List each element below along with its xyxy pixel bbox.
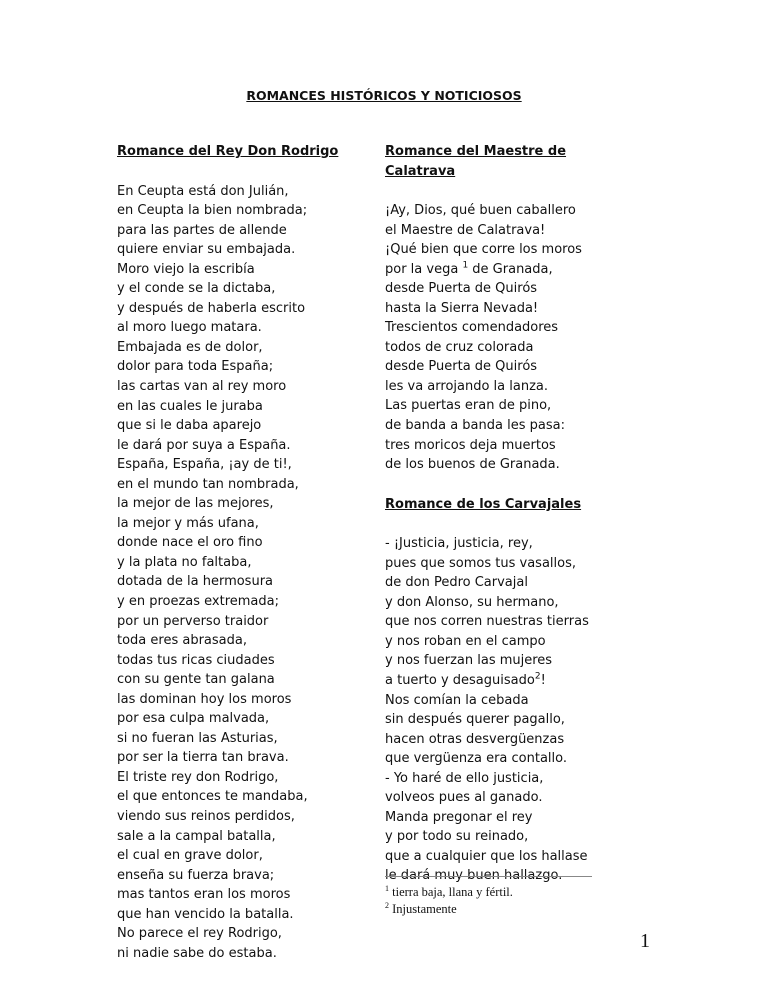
heading-line: Romance de los Carvajales bbox=[385, 496, 582, 512]
line-text: hasta la Sierra Nevada! bbox=[385, 300, 539, 316]
poem-line bbox=[385, 632, 635, 652]
poem-line bbox=[117, 787, 367, 807]
poem-heading bbox=[385, 142, 635, 181]
line-text: No parece el rey Rodrigo, bbox=[117, 926, 282, 942]
poem-line bbox=[117, 572, 367, 592]
line-text: y don Alonso, su hermano, bbox=[385, 594, 559, 610]
poem-line bbox=[385, 201, 635, 221]
line-text: viendo sus reinos perdidos, bbox=[117, 809, 295, 824]
line-text: ¡Qué bien que corre los moros bbox=[385, 242, 582, 258]
line-text: - ¡Justicia, justicia, rey, bbox=[385, 536, 533, 552]
poem-line bbox=[385, 769, 635, 789]
poem-line bbox=[385, 357, 635, 377]
line-text: le dará por suya a España. bbox=[117, 437, 291, 453]
line-text: le dará muy buen hallazgo. bbox=[385, 868, 563, 884]
line-text: El triste rey don Rodrigo, bbox=[117, 769, 279, 785]
poem-line bbox=[385, 534, 635, 554]
line-text: - Yo haré de ello justicia, bbox=[385, 770, 544, 786]
right-column bbox=[385, 142, 635, 886]
poem-line bbox=[117, 748, 367, 768]
line-text: al moro luego matara. bbox=[117, 320, 262, 336]
poem-line bbox=[385, 788, 635, 808]
poem-line bbox=[117, 357, 367, 377]
poem-line bbox=[385, 396, 635, 416]
line-text: dolor para toda España; bbox=[117, 359, 274, 375]
line-text: el que entonces te mandaba, bbox=[117, 789, 308, 805]
poem-line bbox=[117, 338, 367, 358]
poem-line bbox=[117, 260, 367, 280]
line-text: ¡Ay, Dios, qué buen caballero bbox=[385, 203, 576, 218]
poem-line bbox=[117, 670, 367, 690]
poem-line bbox=[385, 730, 635, 750]
line-text: con su gente tan galana bbox=[117, 672, 275, 688]
line-text: el cual en grave dolor, bbox=[117, 848, 263, 864]
poem-line bbox=[117, 729, 367, 749]
poem-line bbox=[117, 592, 367, 612]
poem-line bbox=[385, 749, 635, 769]
line-text: que han vencido la batalla. bbox=[117, 906, 294, 922]
line-text: y la plata no faltaba, bbox=[117, 554, 252, 570]
poem-line bbox=[385, 299, 635, 319]
footnote bbox=[385, 884, 513, 901]
poem-line bbox=[117, 612, 367, 632]
poem-heading bbox=[385, 495, 635, 515]
poem-line bbox=[117, 651, 367, 671]
line-text: En Ceupta está don Julián, bbox=[117, 183, 289, 199]
line-text: España, España, ¡ay de ti!, bbox=[117, 457, 292, 473]
poem-line bbox=[385, 847, 635, 867]
line-text: Nos comían la cebada bbox=[385, 692, 529, 708]
line-text: de don Pedro Carvajal bbox=[385, 575, 528, 591]
poem-line bbox=[117, 279, 367, 299]
line-text: en las cuales le juraba bbox=[117, 398, 263, 414]
line-text: las cartas van al rey moro bbox=[117, 378, 287, 394]
line-text: dotada de la hermosura bbox=[117, 574, 274, 590]
poem-line bbox=[117, 827, 367, 847]
poem-line bbox=[385, 808, 635, 828]
line-text: el Maestre de Calatrava! bbox=[385, 222, 546, 238]
poem-line bbox=[385, 279, 635, 299]
poem-line bbox=[385, 436, 635, 456]
line-text: y nos roban en el campo bbox=[385, 633, 546, 649]
poem-line bbox=[385, 593, 635, 613]
line-text: por ser la tierra tan brava. bbox=[117, 750, 289, 766]
poem-line bbox=[117, 221, 367, 241]
poem-line bbox=[117, 553, 367, 573]
poem-body bbox=[385, 534, 635, 886]
poem-line bbox=[117, 318, 367, 338]
line-text: por esa culpa malvada, bbox=[117, 711, 270, 727]
poem-line bbox=[117, 846, 367, 866]
poem-line bbox=[117, 299, 367, 319]
poem-line bbox=[385, 260, 635, 280]
line-text: las dominan hoy los moros bbox=[117, 691, 292, 707]
footnote bbox=[385, 901, 513, 918]
poem-line bbox=[385, 651, 635, 671]
line-text: que a cualquier que los hallase bbox=[385, 848, 588, 864]
poem-line bbox=[385, 710, 635, 730]
poem-line bbox=[117, 709, 367, 729]
line-text: todos de cruz colorada bbox=[385, 339, 534, 355]
line-text: para las partes de allende bbox=[117, 222, 287, 238]
line-text: mas tantos eran los moros bbox=[117, 887, 291, 903]
line-text: y en proezas extremada; bbox=[117, 593, 279, 609]
line-text: que si le daba aparejo bbox=[117, 418, 262, 434]
line-text: pues que somos tus vasallos, bbox=[385, 555, 576, 571]
poem-body bbox=[385, 201, 635, 475]
line-text: que nos corren nuestras tierras bbox=[385, 614, 589, 630]
poem-line bbox=[117, 690, 367, 710]
line-text: sale a la campal batalla, bbox=[117, 828, 276, 844]
line-text: ! bbox=[540, 672, 546, 688]
line-text: desde Puerta de Quirós bbox=[385, 359, 538, 375]
poem-line bbox=[117, 631, 367, 651]
line-text: en Ceupta la bien nombrada; bbox=[117, 203, 308, 219]
poem-line bbox=[385, 554, 635, 574]
poem-line bbox=[385, 573, 635, 593]
footnote-mark: 2 bbox=[385, 900, 389, 910]
line-text: y el conde se la dictaba, bbox=[117, 281, 276, 297]
line-text: de banda a banda les pasa: bbox=[385, 418, 565, 434]
heading-line: Calatrava bbox=[385, 163, 456, 179]
poem-line bbox=[117, 494, 367, 514]
poem-line bbox=[385, 612, 635, 632]
footnote-mark: 1 bbox=[385, 883, 389, 893]
poem-line bbox=[385, 377, 635, 397]
poem-line bbox=[117, 201, 367, 221]
line-text: Manda pregonar el rey bbox=[385, 809, 533, 825]
poem-body bbox=[117, 182, 367, 964]
poem-line bbox=[385, 827, 635, 847]
footnote-reference: 1 bbox=[462, 260, 469, 271]
spacer bbox=[385, 475, 635, 495]
line-text: por la vega bbox=[385, 261, 463, 277]
poem-line bbox=[117, 807, 367, 827]
poem-line bbox=[117, 944, 367, 964]
poem-line bbox=[117, 377, 367, 397]
poem-line bbox=[117, 533, 367, 553]
poem-line bbox=[385, 338, 635, 358]
poem-line bbox=[385, 221, 635, 241]
line-text: Trescientos comendadores bbox=[385, 320, 559, 336]
line-text: tres moricos deja muertos bbox=[385, 437, 556, 453]
line-text: a tuerto y desaguisado bbox=[385, 672, 535, 688]
line-text: y después de haberla escrito bbox=[117, 300, 306, 316]
poem-line bbox=[117, 768, 367, 788]
line-text: todas tus ricas ciudades bbox=[117, 652, 275, 668]
footnote-text: Injustamente bbox=[389, 902, 457, 916]
poem-line bbox=[385, 240, 635, 260]
line-text: toda eres abrasada, bbox=[117, 633, 247, 649]
line-text: por un perverso traidor bbox=[117, 613, 269, 629]
footnote-text: tierra baja, llana y fértil. bbox=[389, 885, 513, 899]
page-number: 1 bbox=[640, 930, 650, 952]
line-text: ni nadie sabe do estaba. bbox=[117, 945, 277, 961]
line-text: y por todo su reinado, bbox=[385, 829, 529, 845]
poem-line bbox=[117, 455, 367, 475]
line-text: hacen otras desvergüenzas bbox=[385, 731, 565, 747]
poem-line bbox=[117, 182, 367, 202]
line-text: enseña su fuerza brava; bbox=[117, 867, 275, 883]
line-text: la mejor de las mejores, bbox=[117, 496, 274, 512]
line-text: si no fueran las Asturias, bbox=[117, 730, 278, 746]
line-text: Moro viejo la escribía bbox=[117, 261, 255, 277]
poem-line bbox=[385, 318, 635, 338]
poem-line bbox=[117, 240, 367, 260]
line-text: Las puertas eran de pino, bbox=[385, 398, 552, 414]
line-text: sin después querer pagallo, bbox=[385, 712, 565, 728]
poem-line bbox=[117, 885, 367, 905]
line-text: que vergüenza era contallo. bbox=[385, 751, 568, 767]
poem-line bbox=[117, 475, 367, 495]
poem-line bbox=[117, 514, 367, 534]
left-column bbox=[117, 142, 367, 963]
footnote-separator bbox=[385, 876, 592, 877]
heading-line: Romance del Maestre de bbox=[385, 144, 567, 159]
poem-line bbox=[385, 416, 635, 436]
poem-line bbox=[117, 416, 367, 436]
line-text: de Granada, bbox=[468, 261, 553, 277]
line-text: de los buenos de Granada. bbox=[385, 457, 560, 473]
document-title: ROMANCES HISTÓRICOS Y NOTICIOSOS bbox=[246, 88, 522, 103]
poem-line bbox=[385, 455, 635, 475]
line-text: Embajada es de dolor, bbox=[117, 339, 263, 355]
line-text: donde nace el oro fino bbox=[117, 535, 263, 551]
footnotes bbox=[385, 884, 513, 918]
line-text: volveos pues al ganado. bbox=[385, 790, 543, 806]
line-text: en el mundo tan nombrada, bbox=[117, 476, 299, 492]
line-text: la mejor y más ufana, bbox=[117, 515, 259, 531]
poem-line bbox=[117, 924, 367, 944]
poem-heading: Romance del Rey Don Rodrigo bbox=[117, 144, 339, 159]
poem-line bbox=[117, 436, 367, 456]
poem-line bbox=[117, 397, 367, 417]
line-text: desde Puerta de Quirós bbox=[385, 281, 538, 297]
poem-line bbox=[117, 905, 367, 925]
line-text: les va arrojando la lanza. bbox=[385, 378, 549, 394]
line-text: quiere enviar su embajada. bbox=[117, 242, 296, 258]
line-text: y nos fuerzan las mujeres bbox=[385, 653, 553, 669]
footnote-reference: 2 bbox=[534, 671, 541, 682]
poem-line bbox=[385, 691, 635, 711]
poem-line bbox=[385, 671, 635, 691]
poem-line bbox=[117, 866, 367, 886]
